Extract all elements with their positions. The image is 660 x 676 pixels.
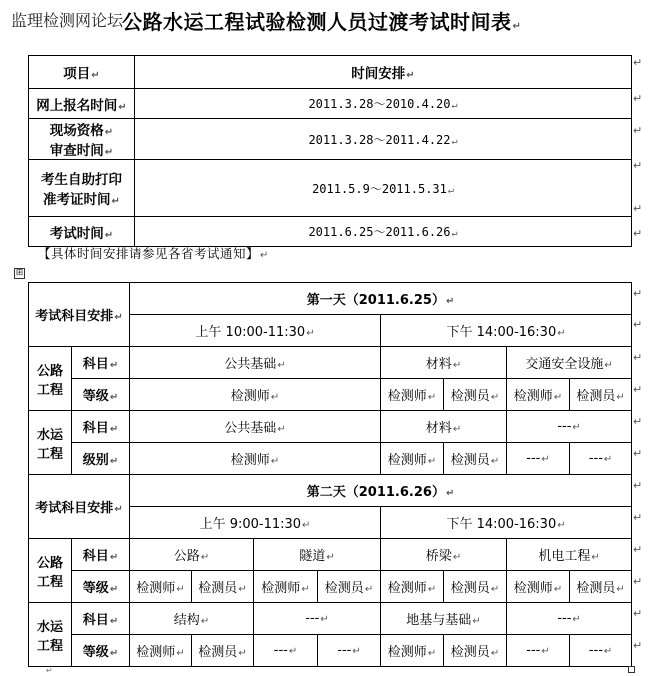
level-cell: ---↵: [254, 635, 318, 667]
waterway-label: 水运 工程: [29, 411, 72, 475]
item-cell: 网上报名时间↵: [29, 89, 135, 119]
paragraph-mark: ↵: [633, 479, 643, 492]
table-row: [29, 119, 632, 160]
day1-am: 上午 10:00-11:30↵: [130, 315, 381, 347]
subject-cell: 机电工程↵: [507, 539, 632, 571]
level-cell: 检测员↵: [192, 635, 254, 667]
table-row: [29, 539, 632, 571]
table-row: [29, 160, 632, 217]
paragraph-mark: ↵: [633, 318, 643, 331]
level-cell: 检测师↵: [381, 635, 444, 667]
subject-cell: 桥梁↵: [381, 539, 507, 571]
paragraph-mark: ↵: [633, 287, 643, 300]
level-cell: 检测师↵: [381, 571, 444, 603]
time-cell: 2011.3.28～2011.4.22↵: [135, 119, 632, 160]
header-item: 项目↵: [29, 56, 135, 89]
paragraph-mark: ↵: [633, 56, 643, 69]
subject-cell: ---↵: [254, 603, 381, 635]
subject-label: 科目↵: [72, 411, 130, 443]
day1-pm: 下午 14:00-16:30↵: [381, 315, 632, 347]
level-cell: 检测师↵: [130, 379, 381, 411]
watermark: 监理检测网论坛: [11, 11, 124, 30]
subject-cell: 材料↵: [381, 411, 507, 443]
table-row: [29, 443, 632, 475]
level-cell: ---↵: [570, 635, 632, 667]
subject-cell: ---↵: [507, 411, 632, 443]
time-cell: 2011.6.25～2011.6.26↵: [135, 217, 632, 247]
item-cell: 考试时间↵: [29, 217, 135, 247]
subject-label: 科目↵: [72, 347, 130, 379]
table-row: [29, 475, 632, 507]
level-cell: ---↵: [318, 635, 381, 667]
subject-label: 科目↵: [72, 539, 130, 571]
table-row: [29, 411, 632, 443]
subject-cell: 结构↵: [130, 603, 254, 635]
paragraph-mark: ↵: [633, 124, 643, 137]
table-row: [29, 283, 632, 315]
level-cell: 检测师↵: [381, 443, 444, 475]
level-label: 等级↵: [72, 571, 130, 603]
level-cell: 检测师↵: [507, 571, 570, 603]
paragraph-mark: ↵: [633, 92, 643, 105]
schedule-table: [28, 55, 632, 247]
table-anchor-icon[interactable]: ⊞: [15, 268, 24, 278]
header-time: 时间安排↵: [135, 56, 632, 89]
level-cell: ---↵: [507, 635, 570, 667]
level-cell: 检测员↵: [444, 635, 507, 667]
table-row: [29, 635, 632, 667]
day1-title: 第一天（2011.6.25）↵: [130, 283, 632, 315]
level-cell: 检测师↵: [130, 635, 192, 667]
subject-cell: ---↵: [507, 603, 632, 635]
level-cell: 检测员↵: [444, 379, 507, 411]
subject-cell: 地基与基础↵: [381, 603, 507, 635]
day2-pm: 下午 14:00-16:30↵: [381, 507, 632, 539]
level-cell: 检测员↵: [444, 443, 507, 475]
level-label: 等级↵: [72, 379, 130, 411]
table-row: [29, 217, 632, 247]
paragraph-mark: ↵: [633, 159, 643, 172]
item-cell: 考生自助打印 准考证时间↵: [29, 160, 135, 217]
level-cell: 检测员↵: [318, 571, 381, 603]
level-cell: 检测师↵: [130, 571, 192, 603]
page-title: 公路水运工程试验检测人员过渡考试时间表↵: [122, 10, 522, 34]
level-cell: 检测师↵: [254, 571, 318, 603]
paragraph-mark: ↵: [633, 227, 643, 240]
highway-label: 公路 工程: [29, 347, 72, 411]
paragraph-mark: ↵: [633, 543, 643, 556]
table-row: [29, 347, 632, 379]
level-cell: 检测员↵: [192, 571, 254, 603]
arrange-label: 考试科目安排↵: [29, 475, 130, 539]
paragraph-mark: ↵: [633, 415, 643, 428]
time-cell: 2011.5.9～2011.5.31↵: [135, 160, 632, 217]
paragraph-mark: ↵: [633, 575, 643, 588]
table-row: [29, 56, 632, 89]
table-row: [29, 89, 632, 119]
waterway-label: 水运 工程: [29, 603, 72, 667]
level-cell: ---↵: [570, 443, 632, 475]
table-row: [29, 571, 632, 603]
level-cell: ---↵: [507, 443, 570, 475]
day2-am: 上午 9:00-11:30↵: [130, 507, 381, 539]
subject-cell: 公路↵: [130, 539, 254, 571]
subject-cell: 隧道↵: [254, 539, 381, 571]
arrange-label: 考试科目安排↵: [29, 283, 130, 347]
highway-label: 公路 工程: [29, 539, 72, 603]
table-resize-handle[interactable]: [628, 666, 635, 673]
level-cell: 检测师↵: [130, 443, 381, 475]
subject-label: 科目↵: [72, 603, 130, 635]
subject-cell: 交通安全设施↵: [507, 347, 632, 379]
level-cell: 检测师↵: [507, 379, 570, 411]
paragraph-mark: ↵: [633, 607, 643, 620]
table-row: [29, 379, 632, 411]
paragraph-mark: ↵: [633, 511, 643, 524]
paragraph-mark: ↵: [46, 666, 53, 675]
exam-table: [28, 282, 632, 667]
paragraph-mark: ↵: [633, 351, 643, 364]
paragraph-mark: ↵: [633, 639, 643, 652]
paragraph-mark: ↵: [633, 383, 643, 396]
level-cell: 检测员↵: [570, 379, 632, 411]
paragraph-mark: ↵: [633, 447, 643, 460]
note-text: 【具体时间安排请参见各省考试通知】↵: [38, 246, 269, 261]
subject-cell: 公共基础↵: [130, 411, 381, 443]
time-cell: 2011.3.28～2010.4.20↵: [135, 89, 632, 119]
subject-cell: 公共基础↵: [130, 347, 381, 379]
level-cell: 检测员↵: [444, 571, 507, 603]
level-label: 级别↵: [72, 443, 130, 475]
level-cell: 检测师↵: [381, 379, 444, 411]
day2-title: 第二天（2011.6.26）↵: [130, 475, 632, 507]
table-row: [29, 603, 632, 635]
paragraph-mark: ↵: [633, 202, 643, 215]
level-label: 等级↵: [72, 635, 130, 667]
item-cell: 现场资格↵ 审查时间↵: [29, 119, 135, 160]
level-cell: 检测员↵: [570, 571, 632, 603]
subject-cell: 材料↵: [381, 347, 507, 379]
